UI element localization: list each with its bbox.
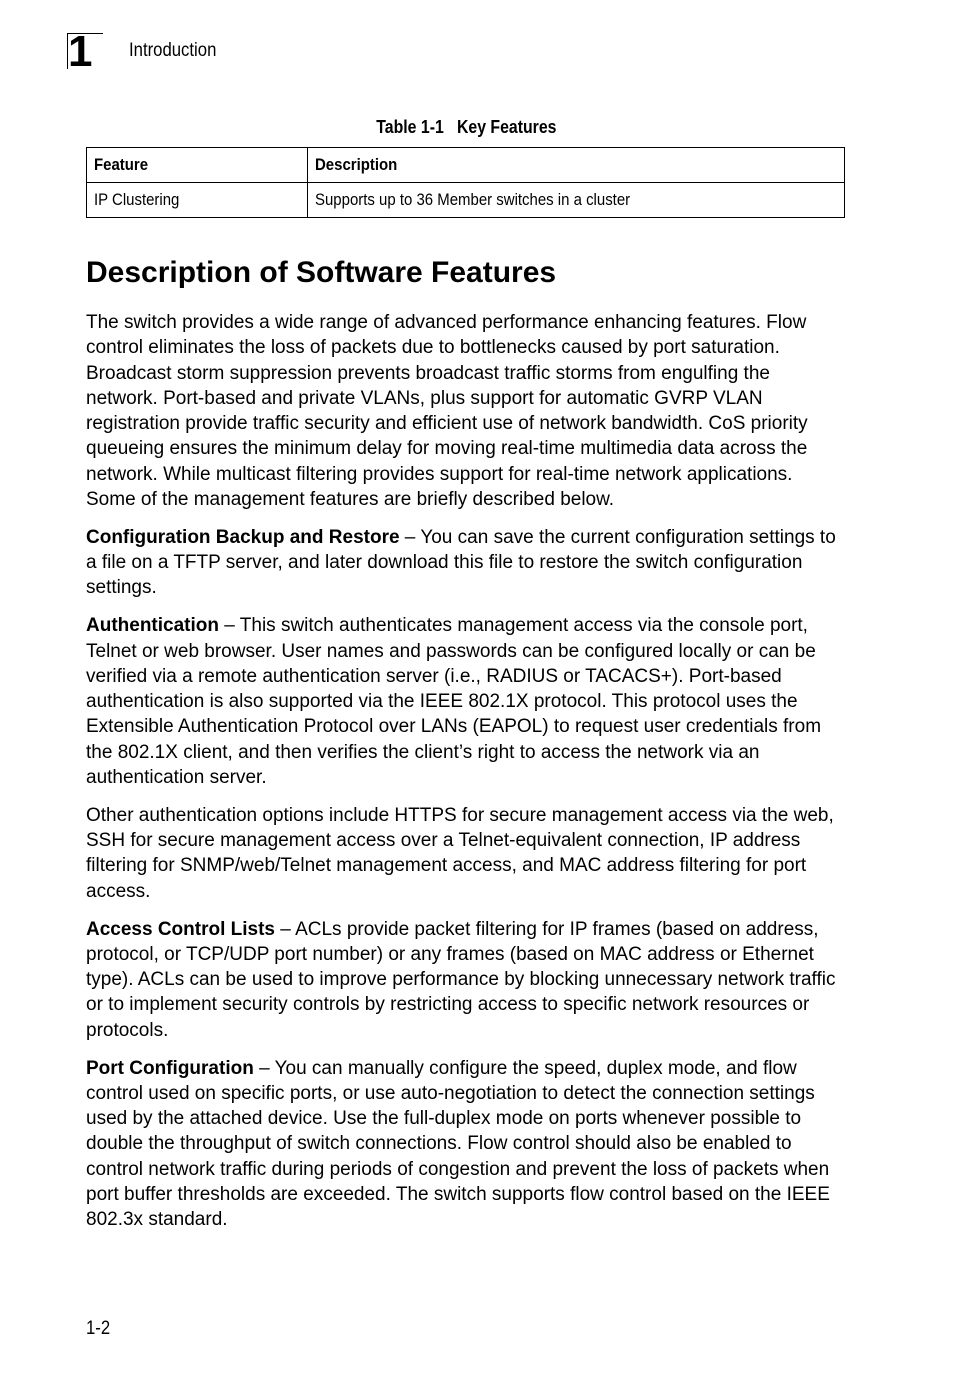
table-header-feature: Feature bbox=[87, 148, 308, 183]
page-number: 1-2 bbox=[86, 1318, 111, 1339]
feature-text: – This switch authenticates management access via the console port, Telnet or web browser. User names and passwords can be configured locally or can be verified via a remote authentication server (i.e., RADIUS or TACACS+). Port-based authentication is also supported via the IEEE 802.1X protocol. This protocol uses the Extensible Authentication Protocol over LANs (EAPOL) to request user credentials from the 802.1X client, and then verifies the client’s right to access the network via an authentication server. bbox=[86, 615, 822, 789]
running-header-title: Introduction bbox=[129, 40, 217, 61]
table-cell-description: Supports up to 36 Member switches in a cluster bbox=[308, 183, 845, 218]
key-features-table bbox=[86, 147, 845, 218]
feature-text: Other authentication options include HTTPS for secure management access via the web, SSH for secure management access over a Telnet-equivalent connection, IP address filtering for SNMP/web/Telnet management access, and MAC address filtering for port access. bbox=[86, 804, 834, 902]
table-row bbox=[87, 183, 845, 218]
feature-paragraph-authentication bbox=[86, 613, 846, 790]
feature-paragraph-port-config bbox=[86, 1056, 846, 1233]
section-heading: Description of Software Features bbox=[86, 256, 557, 289]
feature-term: Configuration Backup and Restore bbox=[86, 526, 400, 548]
feature-term: Port Configuration bbox=[86, 1057, 254, 1079]
feature-paragraph-config-backup bbox=[86, 525, 846, 601]
chapter-number: 1 bbox=[68, 27, 92, 76]
feature-paragraph-acl bbox=[86, 917, 846, 1043]
table-caption: Table 1-1 Key Features bbox=[375, 117, 557, 137]
feature-text: – You can save the current configuration settings to a file on a TFTP server, and later download this file to restore the switch configuration settings. bbox=[86, 526, 836, 599]
table-caption-block bbox=[0, 116, 932, 138]
feature-text: – You can manually configure the speed, duplex mode, and flow control used on specific ports, or use auto-negotiation to detect the connection settings used by the attached device. Use the full-duplex mode on ports whenever possible to double the throughput of switch connections. Flow control should also be enabled to control network traffic during periods of congestion and prevent the loss of packets when port buffer thresholds are exceeded. The switch supports flow control based on the IEEE 802.3x standard. bbox=[86, 1057, 830, 1231]
intro-paragraph: The switch provides a wide range of advanced performance enhancing features. Flow control eliminates the loss of packets due to bottlenecks caused by port saturation. Broadcast storm suppression prevents broadcast traffic storms from engulfing the network. Port-based and private VLANs, plus support for automatic GVRP VLAN registration provide traffic security and efficient use of network bandwidth. CoS priority queueing ensures the minimum delay for moving real-time multimedia data across the network. While multicast filtering provides support for real-time network applications. Some of the management features are briefly described below. bbox=[86, 312, 808, 511]
paragraph-other-authentication bbox=[86, 803, 846, 904]
table-header-description: Description bbox=[308, 148, 845, 183]
table-header-row bbox=[87, 148, 845, 183]
feature-text: – ACLs provide packet filtering for IP frames (based on address, protocol, or TCP/UDP port number) or any frames (based on MAC address or Ethernet type). ACLs can be used to improve performance by blocking unnecessary network traffic or to implement security controls by restricting access to specific network resources or protocols. bbox=[86, 918, 836, 1041]
feature-term: Access Control Lists bbox=[86, 918, 275, 940]
table-cell-feature: IP Clustering bbox=[87, 183, 308, 218]
feature-term: Authentication bbox=[86, 615, 219, 637]
section-body bbox=[86, 310, 846, 1245]
